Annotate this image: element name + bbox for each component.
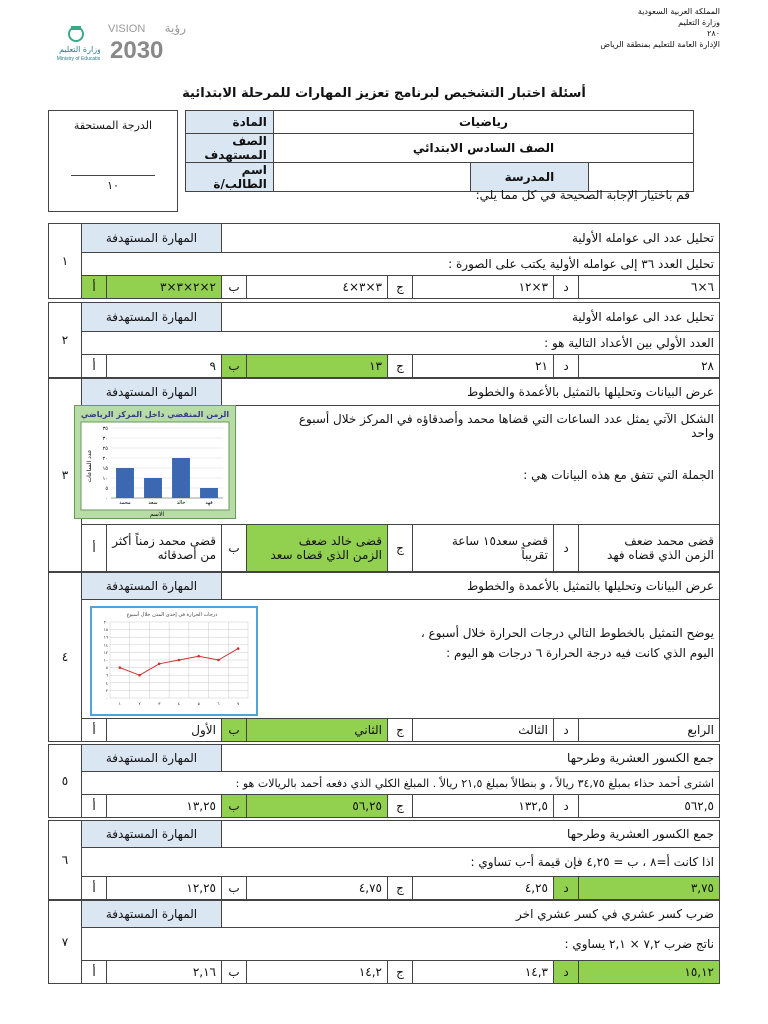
skill-label: المهارة المستهدفة <box>82 379 222 406</box>
bar-ytick-label: ١٥ <box>102 466 108 472</box>
score-divider <box>71 175 155 176</box>
line-ytick-label: ١٨ <box>103 627 108 633</box>
option-letter-b: ب <box>222 719 247 742</box>
bar-ytick-label: ٢٥ <box>102 446 108 452</box>
option-letter-b: ب <box>222 961 247 984</box>
question-5 <box>48 744 720 818</box>
header-line-1: المملكة العربية السعودية <box>637 7 720 16</box>
line-point-3 <box>158 663 161 666</box>
vision-logo-year: 2030 <box>110 37 164 64</box>
line-chart-svg <box>92 608 252 710</box>
option-letter-a: أ <box>82 877 107 900</box>
option-c[interactable]: ١٣٢,٥ <box>413 795 554 818</box>
option-a-line-1: قضى محمد زمناً أكثر <box>112 534 216 548</box>
line-ytick-label: ٤ <box>105 680 108 686</box>
line-ytick-label: ١٠ <box>103 657 108 663</box>
line-ytick-label: ١٢ <box>103 649 108 655</box>
question-text: اشترى أحمد حذاء بمبلغ ٣٤,٧٥ ريالاً ، و بنطالاً بمبلغ ٢١,٥ ريالاً . المبلغ الكلي الذي دفعه أحمد بالريالات هو : <box>82 772 720 795</box>
question-text: الشكل الآتي يمثل عدد الساعات التي قضاها محمد وأصدقاؤه في المركز خلال أسبوع واحد <box>298 412 714 440</box>
option-b[interactable]: الثاني <box>247 719 388 742</box>
header-line-4: الإدارة العامة للتعليم بمنطقة الرياض <box>600 40 720 49</box>
question-number: ١ <box>49 224 82 299</box>
skill-value: عرض البيانات وتحليلها بالتمثيل بالأعمدة والخطوط <box>222 573 720 600</box>
line-xtick-label: ٣ <box>158 701 161 706</box>
option-letter-a: أ <box>82 525 107 572</box>
question-text: يوضح التمثيل بالخطوط التالي درجات الحرارة خلال أسبوع ، <box>420 626 714 640</box>
option-d[interactable]: ١٥,١٢ <box>579 961 720 984</box>
option-a[interactable]: ٢,١٦ <box>107 961 222 984</box>
bar-ytick-label: ٣٠ <box>102 436 108 442</box>
bar-category-label: محمد <box>119 500 131 506</box>
line-xtick-label: ٦ <box>217 701 220 706</box>
line-point-1 <box>119 666 122 669</box>
question-2 <box>48 302 720 378</box>
student-info-table <box>185 110 694 192</box>
option-b[interactable]: ٥٦,٢٥ <box>247 795 388 818</box>
line-xtick-label: ١ <box>118 701 121 706</box>
option-a[interactable]: الأول <box>107 719 222 742</box>
bar-category-label: سعد <box>148 500 158 506</box>
option-letter-c: ج <box>388 276 413 299</box>
option-letter-d: د <box>554 276 579 299</box>
option-a[interactable]: ٩ <box>107 355 222 378</box>
moe-logo <box>30 22 100 62</box>
skill-value: تحليل عدد الى عوامله الأولية <box>222 303 720 332</box>
option-letter-a: أ <box>82 719 107 742</box>
vision-logo-ar: رؤية <box>164 21 186 35</box>
skill-label: المهارة المستهدفة <box>82 901 222 928</box>
question-text: العدد الأولي بين الأعداد التالية هو : <box>82 332 720 355</box>
bar-ytick-label: ١٠ <box>102 476 108 482</box>
line-ytick-label: ٢ <box>105 687 108 693</box>
option-letter-c: ج <box>388 961 413 984</box>
line-ytick-label: ٨ <box>105 665 108 671</box>
moe-logo-text: وزارة التعليم <box>59 45 100 54</box>
header-line-3: ٢٨٠ <box>707 29 720 38</box>
option-letter-c: ج <box>388 877 413 900</box>
question-number: ٤ <box>49 573 82 742</box>
option-c[interactable]: ١٤,٣ <box>413 961 554 984</box>
option-letter-d: د <box>554 795 579 818</box>
question-number: ٧ <box>49 901 82 984</box>
option-a[interactable]: ٢×٢×٣×٣ <box>107 276 222 299</box>
line-point-2 <box>138 674 141 677</box>
option-letter-b: ب <box>222 877 247 900</box>
bar-chart-ylabel: عدد الساعات <box>86 449 93 483</box>
question-number: ٥ <box>49 745 82 818</box>
option-letter-b: ب <box>222 525 247 572</box>
question-7 <box>48 900 720 984</box>
bar-chart-title: الزمن المنقضي داخل المركز الرياضي <box>80 410 230 419</box>
option-letter-a: أ <box>82 276 107 299</box>
option-c[interactable]: ٤,٢٥ <box>413 877 554 900</box>
bar-1 <box>116 468 134 498</box>
subject-value: رياضيات <box>273 111 693 134</box>
bar-ytick-label: ٢٠ <box>102 456 108 462</box>
option-letter-d: د <box>554 961 579 984</box>
option-d[interactable]: ٣,٧٥ <box>579 877 720 900</box>
question-text-2: اليوم الذي كانت فيه درجة الحرارة ٦ درجات هو اليوم : <box>446 646 714 660</box>
question-number: ٣ <box>49 379 82 572</box>
moe-logo-en: Ministry of Education <box>56 56 100 62</box>
option-d[interactable]: ٦×٦ <box>579 276 720 299</box>
option-a[interactable]: ١٢,٢٥ <box>107 877 222 900</box>
question-text: تحليل العدد ٣٦ إلى عوامله الأولية يكتب على الصورة : <box>82 253 720 276</box>
option-letter-d: د <box>554 355 579 378</box>
option-letter-c: ج <box>388 355 413 378</box>
vision-logo-text: VISION <box>108 23 146 35</box>
line-ytick-label: ٢٠ <box>103 619 108 625</box>
line-point-7 <box>237 647 240 650</box>
line-ytick-label: ٠ <box>105 695 108 701</box>
line-chart-title: درجات الحرارة في إحدى المدن خلال أسبوع <box>126 612 218 618</box>
question-text: اذا كانت أ=٨ ، ب = ٤,٢٥ فإن قيمة أ-ب تساوي : <box>82 848 720 877</box>
bar-category-label: خالد <box>176 500 186 506</box>
bar-chart <box>74 405 236 519</box>
option-letter-d: د <box>554 877 579 900</box>
student-name-label: اسم الطالب/ة <box>186 163 274 192</box>
bar-category-label: فهد <box>205 500 213 506</box>
line-xtick-label: ٧ <box>237 701 240 706</box>
question-text-2: الجملة التي تتفق مع هذه البيانات هي : <box>523 468 714 482</box>
option-d[interactable]: الرابع <box>579 719 720 742</box>
skill-value: عرض البيانات وتحليلها بالتمثيل بالأعمدة والخطوط <box>222 379 720 406</box>
line-point-6 <box>217 659 220 662</box>
option-b-line-2: الزمن الذي قضاه سعد <box>270 548 382 562</box>
skill-label: المهارة المستهدفة <box>82 573 222 600</box>
option-c[interactable]: الثالث <box>413 719 554 742</box>
option-b-line-1: قضى خالد ضعف <box>298 534 382 548</box>
option-d[interactable] <box>579 525 720 572</box>
line-point-4 <box>178 659 181 662</box>
option-b[interactable]: ١٤,٢ <box>247 961 388 984</box>
option-a[interactable] <box>107 525 222 572</box>
skill-label: المهارة المستهدفة <box>82 224 222 253</box>
option-c[interactable]: ٣×١٢ <box>413 276 554 299</box>
score-box <box>48 110 178 212</box>
question-number: ٢ <box>49 303 82 378</box>
option-b[interactable] <box>247 525 388 572</box>
option-b[interactable]: ٣×٣×٤ <box>247 276 388 299</box>
option-letter-b: ب <box>222 276 247 299</box>
bar-2 <box>144 478 162 498</box>
option-d-line-2: الزمن الذي قضاه فهد <box>607 548 714 562</box>
subject-label: المادة <box>186 111 274 134</box>
option-letter-c: ج <box>388 525 413 572</box>
option-d-line-1: قضى محمد ضعف <box>624 534 714 548</box>
option-d[interactable]: ٢٨ <box>579 355 720 378</box>
instruction-text: قم باختيار الإجابة الصحيحة في كل مما يلي: <box>475 188 690 202</box>
bar-ytick-label: ٠ <box>105 496 108 502</box>
score-total: ١٠ <box>107 179 119 192</box>
option-c[interactable] <box>413 525 554 572</box>
line-point-5 <box>197 655 200 658</box>
page-title: أسئلة اختبار التشخيص لبرنامج تعزيز المهارات للمرحلة الابتدائية <box>182 86 586 101</box>
option-letter-c: ج <box>388 719 413 742</box>
line-xtick-label: ٤ <box>177 701 181 706</box>
skill-value: جمع الكسور العشرية وطرحها <box>222 745 720 772</box>
option-letter-c: ج <box>388 795 413 818</box>
bar-3 <box>172 458 190 498</box>
option-letter-b: ب <box>222 355 247 378</box>
score-label: الدرجة المستحقة <box>73 119 153 132</box>
question-text: ناتج ضرب ٧,٢ × ٢,١ يساوي : <box>82 928 720 961</box>
option-letter-d: د <box>554 525 579 572</box>
line-ytick-label: ٦ <box>105 672 108 678</box>
grade-label: الصف المستهدف <box>186 134 274 163</box>
skill-value: ضرب كسر عشري في كسر عشري اخر <box>222 901 720 928</box>
line-chart <box>90 606 258 716</box>
bar-ytick-label: ٥ <box>105 486 108 492</box>
bar-ytick-label: ٣٥ <box>102 426 108 432</box>
bar-chart-svg <box>75 406 235 518</box>
question-1 <box>48 223 720 299</box>
vision-2030-logo <box>108 18 190 64</box>
option-a-line-2: من أصدقائه <box>157 548 216 562</box>
line-xtick-label: ٢ <box>138 701 141 706</box>
skill-label: المهارة المستهدفة <box>82 303 222 332</box>
skill-value: جمع الكسور العشرية وطرحها <box>222 821 720 848</box>
option-letter-a: أ <box>82 355 107 378</box>
line-ytick-label: ١٦ <box>103 634 108 640</box>
option-c-line-2: تقريباً <box>521 548 548 562</box>
skill-label: المهارة المستهدفة <box>82 745 222 772</box>
bar-chart-xlabel: الاسم <box>149 511 165 518</box>
skill-value: تحليل عدد الى عوامله الأولية <box>222 224 720 253</box>
grade-value: الصف السادس الابتدائي <box>273 134 693 163</box>
option-c-line-1: قضى سعد١٥ ساعة <box>451 534 548 548</box>
option-b[interactable]: ١٣ <box>247 355 388 378</box>
option-letter-a: أ <box>82 795 107 818</box>
line-xtick-label: ٥ <box>197 701 200 706</box>
school-label: المدرسة <box>470 163 588 192</box>
question-number: ٦ <box>49 821 82 900</box>
option-letter-d: د <box>554 719 579 742</box>
option-a[interactable]: ١٣,٢٥ <box>107 795 222 818</box>
ministry-header <box>520 6 720 50</box>
line-ytick-label: ١٤ <box>103 642 108 648</box>
option-b[interactable]: ٤,٧٥ <box>247 877 388 900</box>
header-line-2: وزارة التعليم <box>678 18 720 27</box>
question-6 <box>48 820 720 900</box>
skill-label: المهارة المستهدفة <box>82 821 222 848</box>
option-letter-b: ب <box>222 795 247 818</box>
bar-4 <box>200 488 218 498</box>
option-c[interactable]: ٢١ <box>413 355 554 378</box>
option-d[interactable]: ٥٦٢,٥ <box>579 795 720 818</box>
option-letter-a: أ <box>82 961 107 984</box>
